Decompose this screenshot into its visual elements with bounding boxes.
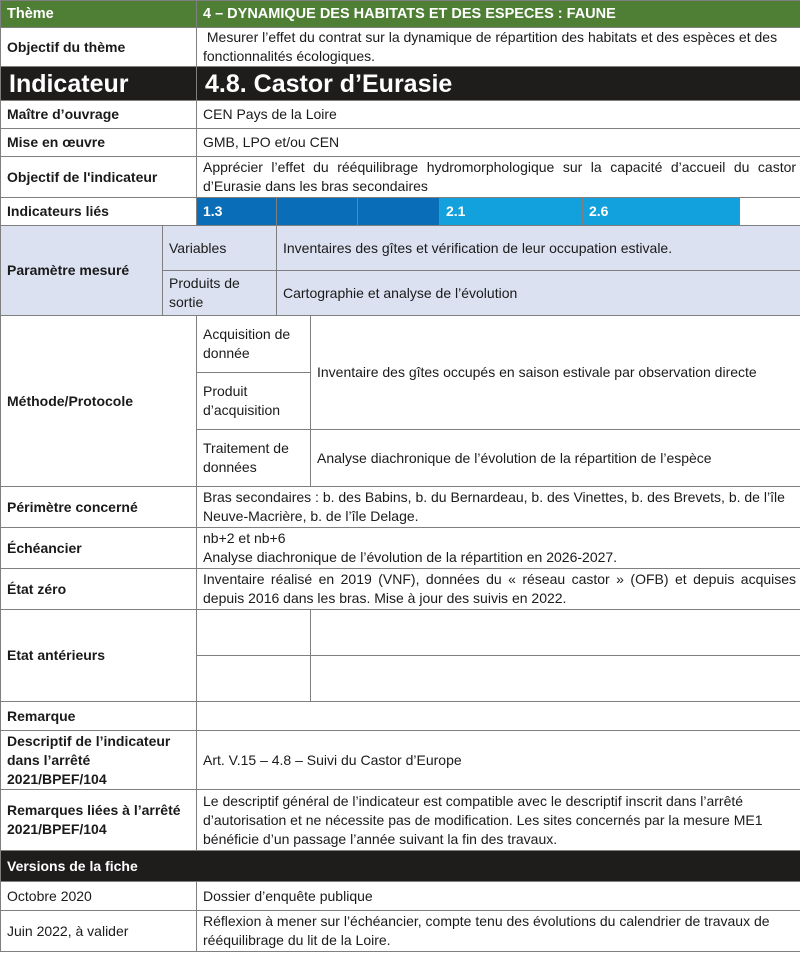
linked-indicator-split — [583, 198, 800, 226]
acquisition-product-label: Produit d’acquisition — [197, 373, 311, 430]
method-acquisition-value: Inventaire des gîtes occupés en saison estivale par observation directe — [311, 316, 800, 430]
versions-title: Versions de la fiche — [1, 851, 800, 882]
previous-state-cell-2b — [311, 656, 800, 702]
zero-state-label: État zéro — [1, 569, 197, 610]
method-label: Méthode/Protocole — [1, 316, 197, 487]
version-row — [1, 911, 800, 952]
linked-indicator-2-1[interactable]: 2.1 — [440, 198, 583, 226]
linked-indicators-row — [1, 198, 800, 226]
theme-objective-row — [1, 28, 800, 67]
implementation-value: GMB, LPO et/ou CEN — [197, 129, 800, 157]
previous-state-cell-1a — [197, 610, 311, 656]
linked-indicator-empty-1 — [277, 198, 358, 226]
zero-state-value: Inventaire réalisé en 2019 (VNF), données du « réseau castor » (OFB) et depuis acquises depuis 2016 dans les bras. Mise à jour des suivis en 2022. — [197, 569, 800, 610]
data-processing-value: Analyse diachronique de l’évolution de la répartition de l’espèce — [311, 430, 800, 487]
implementation-row — [1, 129, 800, 157]
remark-label: Remarque — [1, 702, 197, 731]
previous-state-cell-2a — [197, 656, 311, 702]
indicator-title: 4.8. Castor d’Eurasie — [197, 67, 800, 101]
decree-description-row — [1, 731, 800, 790]
owner-row — [1, 101, 800, 129]
indicator-objective-label: Objectif de l'indicateur — [1, 157, 197, 198]
perimeter-row — [1, 487, 800, 528]
perimeter-label: Périmètre concerné — [1, 487, 197, 528]
data-acquisition-label: Acquisition de donnée — [197, 316, 311, 373]
remark-value — [197, 702, 800, 731]
linked-indicator-2-6[interactable]: 2.6 — [583, 198, 740, 225]
theme-value: 4 – DYNAMIQUE DES HABITATS ET DES ESPECES : FAUNE — [197, 1, 800, 28]
decree-remarks-row — [1, 790, 800, 851]
indicator-row — [1, 67, 800, 101]
zero-state-row — [1, 569, 800, 610]
remark-row — [1, 702, 800, 731]
decree-description-value: Art. V.15 – 4.8 – Suivi du Castor d’Europe — [197, 731, 800, 790]
perimeter-value: Bras secondaires : b. des Babins, b. du Bernardeau, b. des Vinettes, b. des Brevets, b. de l’île Neuve-Macrière, b. de l’île Delage. — [197, 487, 800, 528]
outputs-label: Produits de sortie — [163, 271, 277, 316]
version-date: Octobre 2020 — [1, 882, 197, 911]
linked-indicator-empty-2 — [358, 198, 440, 226]
owner-label: Maître d’ouvrage — [1, 101, 197, 129]
measured-parameter-row-1 — [1, 226, 800, 271]
version-description: Dossier d’enquête publique — [197, 882, 800, 911]
previous-states-label: Etat antérieurs — [1, 610, 197, 702]
theme-objective-label: Objectif du thème — [1, 28, 197, 67]
schedule-line-2: Analyse diachronique de l’évolution de la répartition en 2026-2027. — [203, 549, 618, 565]
schedule-label: Échéancier — [1, 528, 197, 569]
decree-description-label: Descriptif de l’indicateur dans l’arrêté 2021/BPEF/104 — [1, 731, 197, 790]
decree-remarks-value: Le descriptif général de l’indicateur est compatible avec le descriptif inscrit dans l’arrêté d’autorisation et ne nécessite pas de modification. Les sites concernés par la mesure ME1 bénéficie d’un passage l’année suivant la fin des travaux. — [197, 790, 800, 851]
theme-row — [1, 1, 800, 28]
owner-value: CEN Pays de la Loire — [197, 101, 800, 129]
decree-remarks-label: Remarques liées à l’arrêté 2021/BPEF/104 — [1, 790, 197, 851]
indicator-objective-row — [1, 157, 800, 198]
schedule-value — [197, 528, 800, 569]
version-date: Juin 2022, à valider — [1, 911, 197, 952]
indicator-objective-value: Apprécier l’effet du rééquilibrage hydromorphologique sur la capacité d’accueil du castor d’Eurasie dans les bras secondaires — [197, 157, 800, 198]
variables-label: Variables — [163, 226, 277, 271]
version-description: Réflexion à mener sur l’échéancier, compte tenu des évolutions du calendrier de travaux de rééquilibrage du lit de la Loire. — [197, 911, 800, 952]
linked-indicator-empty-3 — [740, 198, 800, 225]
implementation-label: Mise en œuvre — [1, 129, 197, 157]
version-row — [1, 882, 800, 911]
previous-state-cell-1b — [311, 610, 800, 656]
indicator-label: Indicateur — [1, 67, 197, 101]
variables-value: Inventaires des gîtes et vérification de leur occupation estivale. — [277, 226, 800, 271]
method-row-1 — [1, 316, 800, 373]
measured-parameter-label: Paramètre mesuré — [1, 226, 163, 316]
theme-label: Thème — [1, 1, 197, 28]
versions-header-row — [1, 851, 800, 882]
linked-indicator-1-3[interactable]: 1.3 — [197, 198, 277, 226]
outputs-value: Cartographie et analyse de l’évolution — [277, 271, 800, 316]
previous-states-row-1 — [1, 610, 800, 656]
linked-indicators-label: Indicateurs liés — [1, 198, 197, 226]
schedule-row — [1, 528, 800, 569]
data-processing-label: Traitement de données — [197, 430, 311, 487]
theme-objective-value: Mesurer l’effet du contrat sur la dynamique de répartition des habitats et des espèces et des fonctionnalités écologiques. — [197, 28, 800, 67]
schedule-line-1: nb+2 et nb+6 — [203, 530, 286, 546]
